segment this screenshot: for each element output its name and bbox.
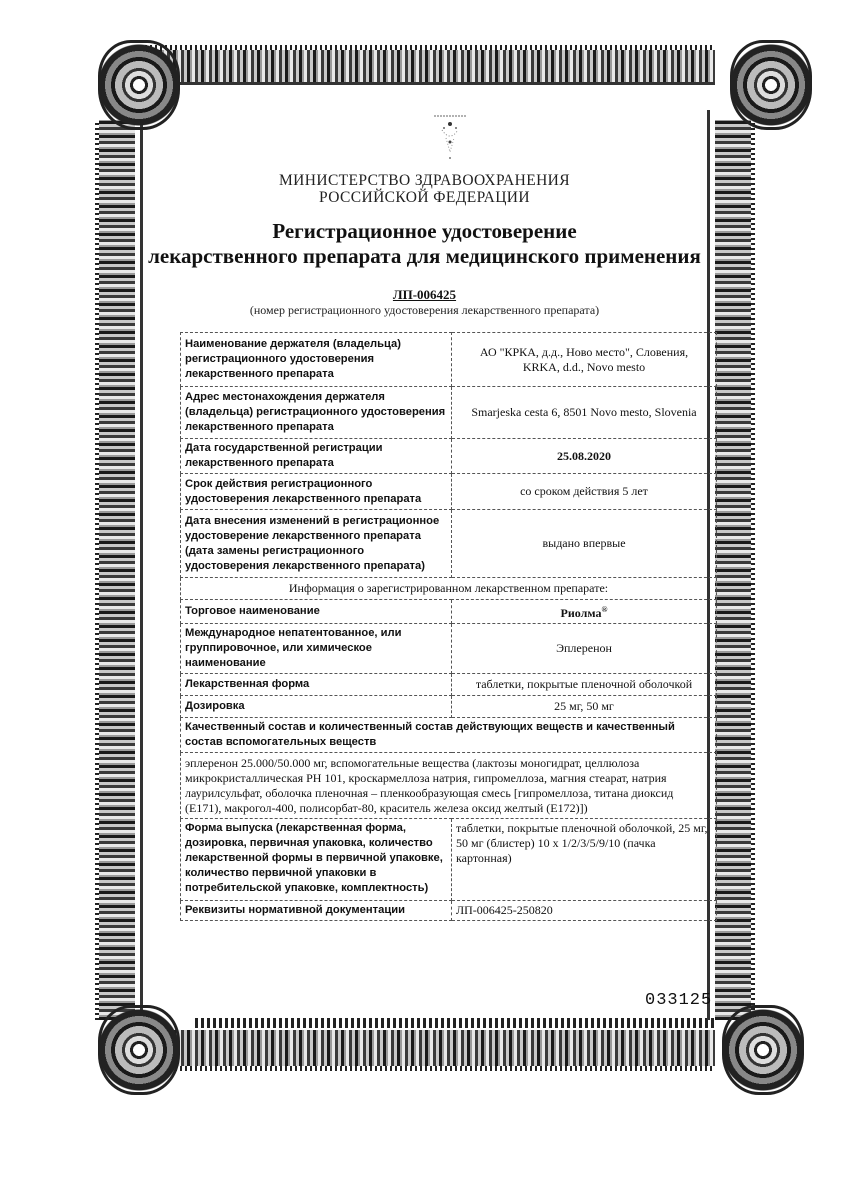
ministry-name-line2: РОССИЙСКОЙ ФЕДЕРАЦИИ [319,189,530,206]
registration-date-label: Дата государственной регистрации лекарственного препарата [181,439,452,474]
trade-name-value [452,600,717,624]
table-row [181,600,717,624]
holder-name-value-line1: АО "КРКА, д.д., Ново место", Словения, [479,344,689,359]
normative-docs-label: Реквизиты нормативной документации [181,901,452,921]
holder-name-value-line2: KRKA, d.d., Novo mesto [522,359,646,374]
table-row [181,474,717,510]
dosage-value: 25 мг, 50 мг [452,696,717,718]
table-row [181,510,717,578]
border-ornament-bottom [145,1030,715,1068]
inn-value: Эплеренон [452,624,717,674]
ministry-name-line1: МИНИСТЕРСТВО ЗДРАВООХРАНЕНИЯ [278,172,570,189]
table-row [181,901,717,921]
border-fringe-bottom [145,1066,715,1071]
serial-number: 033125 [645,991,713,1010]
table-row [181,439,717,474]
dosage-form-label: Лекарственная форма [181,674,452,696]
amendment-date-label: Дата внесения изменений в регистрационное удостоверение лекарственного препарата (дата замены регистрационного удостоверения лекарственного препарата) [181,510,452,578]
table-row [181,718,717,753]
holder-address-label: Адрес местонахождения держателя (владельца) регистрационного удостоверения лекарственного препарата [181,387,452,439]
dosage-form-value: таблетки, покрытые пленочной оболочкой [452,674,717,696]
corner-rosette-icon [98,40,180,130]
table-row [181,387,717,439]
dosage-label: Дозировка [181,696,452,718]
border-ornament-top [145,45,715,83]
table-row [181,624,717,674]
holder-name-value [452,333,717,387]
drug-info-heading: Информация о зарегистрированном лекарственном препарате: [181,578,717,600]
table-row [181,674,717,696]
table-row [181,753,717,819]
table-row [181,696,717,718]
border-inner-line-top [145,82,715,85]
corner-rosette-icon [730,40,812,130]
release-form-label: Форма выпуска (лекарственная форма, дозировка, первичная упаковка, количество лекарственной формы в первичной упаковке, количество первичной упаковки в потребительской упаковке, комплектность) [181,819,452,901]
composition-heading: Качественный состав и количественный состав действующих веществ и качественный состав вспомогательных веществ [181,718,717,753]
coat-of-arms-icon [432,112,468,166]
validity-value: со сроком действия 5 лет [452,474,717,510]
registered-mark: ® [601,605,608,614]
amendment-date-value: выдано впервые [452,510,717,578]
table-row [181,333,717,387]
validity-label: Срок действия регистрационного удостоверения лекарственного препарата [181,474,452,510]
trade-name-label: Торговое наименование [181,600,452,624]
composition-text: эплеренон 25.000/50.000 мг, вспомогательные вещества (лактозы моногидрат, целлюлоза микрокристаллическая PH 101, кроскармеллоза натрия, гипромеллоза, магния стеарат, натрия лаурилсульфат, оболочка пленочная – пленкообразующая смесь [гипромеллоза, титана диоксид (E171), макрогол-400, полисорбат-80, краситель железа оксид желтый (E172)]) [181,753,717,819]
table-row [181,578,717,600]
corner-rosette-icon [722,1005,804,1095]
holder-address-value: Smarjeska cesta 6, 8501 Novo mesto, Slovenia [452,387,717,439]
normative-docs-value: ЛП-006425-250820 [452,901,717,921]
document-title-line2: лекарственного препарата для медицинского применения [148,244,701,268]
inn-label: Международное непатентованное, или группировочное, или химическое наименование [181,624,452,674]
document-title-line1: Регистрационное удостоверение [272,219,577,243]
corner-rosette-icon [98,1005,180,1095]
holder-name-label: Наименование держателя (владельца) регистрационного удостоверения лекарственного препарата [181,333,452,387]
border-fringe-top [145,45,715,50]
border-crenellation-bottom [195,1018,715,1028]
trade-name-text: Риолма [560,606,602,620]
table-row [181,819,717,901]
registration-number: ЛП-006425 [392,287,457,302]
certificate-table [180,332,717,921]
registration-date-value: 25.08.2020 [452,439,717,474]
release-form-value: таблетки, покрытые пленочной оболочкой, 25 мг, 50 мг (блистер) 10 x 1/2/3/5/9/10 (пачка картонная) [452,819,717,901]
registration-number-caption: (номер регистрационного удостоверения лекарственного препарата) [249,303,600,317]
